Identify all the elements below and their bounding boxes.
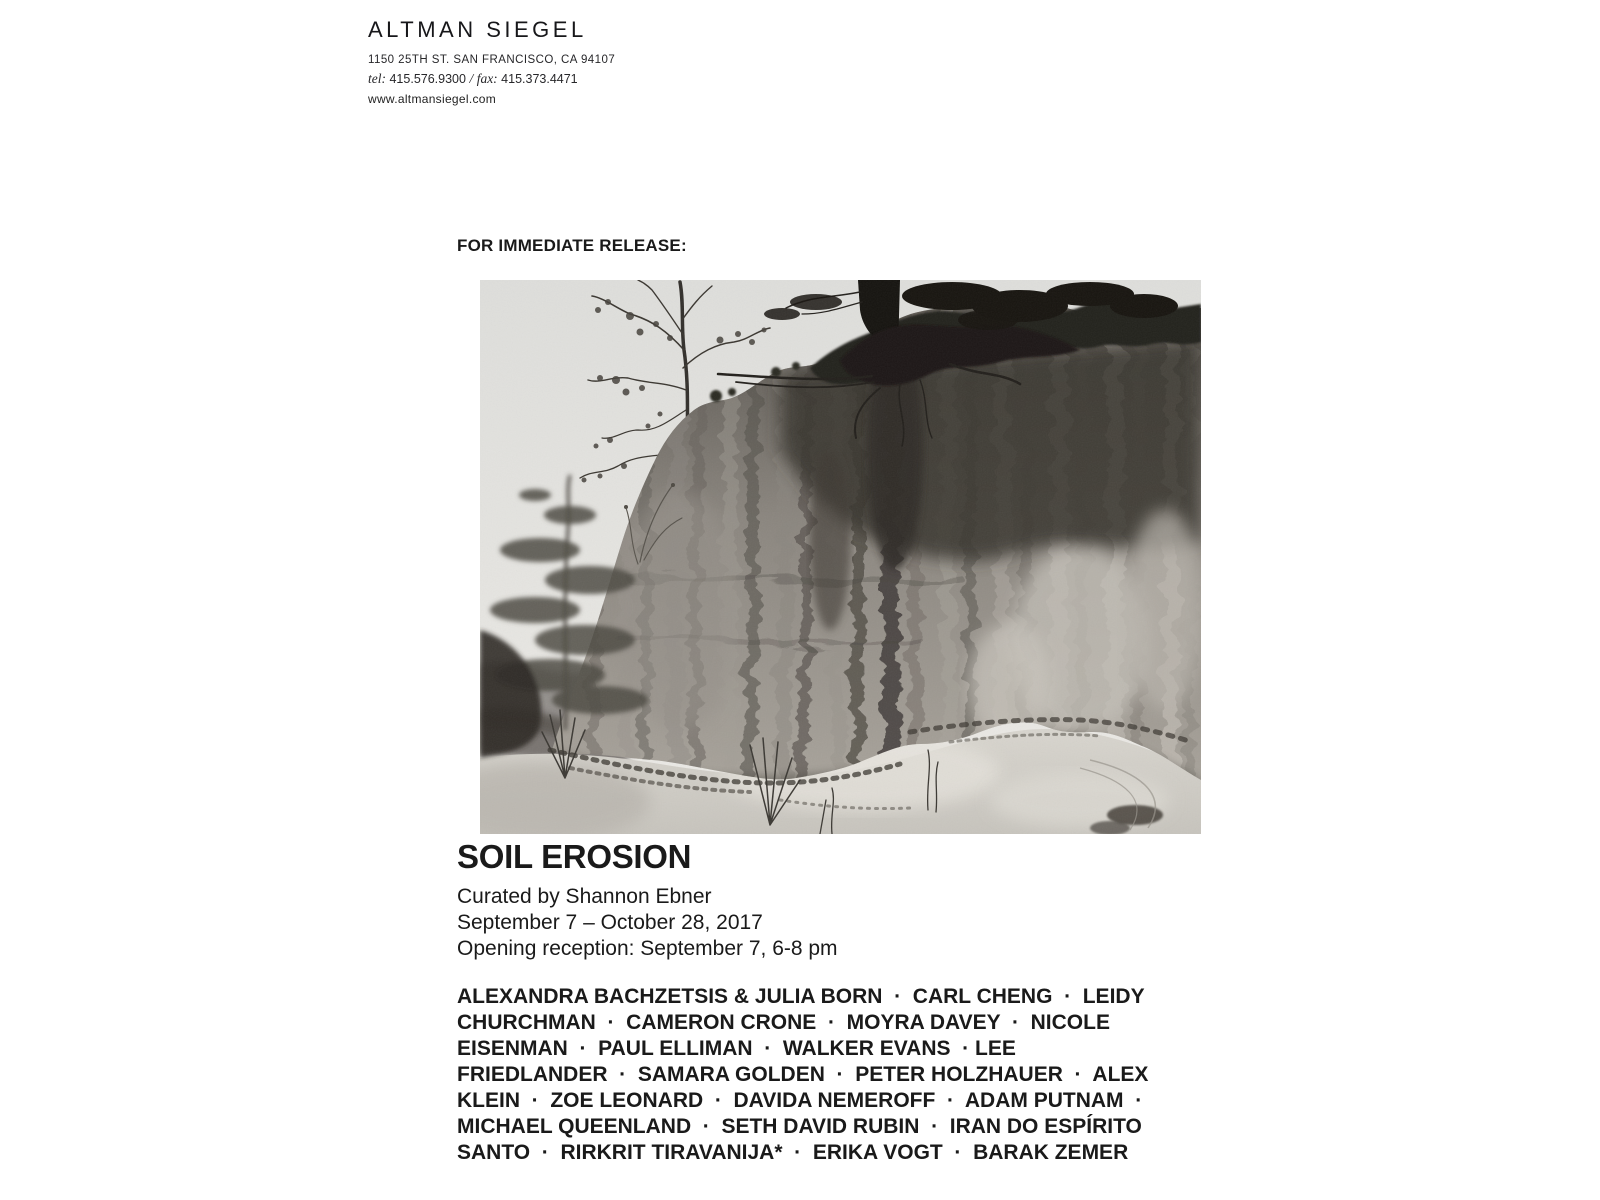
telfax-slash: / <box>469 71 474 86</box>
gallery-website: www.altmansiegel.com <box>368 92 497 106</box>
artist-list-line: CHURCHMAN · CAMERON CRONE · MOYRA DAVEY · NICOLE <box>457 1011 1110 1034</box>
artist-list <box>457 984 1148 1166</box>
curator-line: Curated by Shannon Ebner <box>457 885 712 908</box>
gallery-telfax <box>368 71 615 87</box>
tel-label: tel: <box>368 71 386 86</box>
gallery-letterhead <box>368 16 615 106</box>
dates-line: September 7 – October 28, 2017 <box>457 911 763 934</box>
fax-label: fax: <box>476 71 498 86</box>
reception-line: Opening reception: September 7, 6-8 pm <box>457 937 838 960</box>
gallery-address: 1150 25TH ST. SAN FRANCISCO, CA 94107 <box>368 54 616 66</box>
gallery-logo: ALTMAN SIEGEL <box>368 17 587 42</box>
fax-number: 415.373.4471 <box>501 72 578 86</box>
artist-list-line: MICHAEL QUEENLAND · SETH DAVID RUBIN · IRAN DO ESPÍRITO <box>457 1115 1142 1138</box>
tel-number: 415.576.9300 <box>389 72 466 86</box>
for-immediate-release-heading: FOR IMMEDIATE RELEASE: <box>457 236 687 255</box>
artist-list-line: SANTO · RIRKRIT TIRAVANIJA* · ERIKA VOGT · BARAK ZEMER <box>457 1141 1129 1164</box>
artist-list-line: KLEIN · ZOE LEONARD · DAVIDA NEMEROFF · ADAM PUTNAM · <box>457 1089 1143 1112</box>
artist-list-line: EISENMAN · PAUL ELLIMAN · WALKER EVANS · LEE <box>457 1037 1016 1060</box>
exhibition-info <box>457 839 838 962</box>
artist-list-line: ALEXANDRA BACHZETSIS & JULIA BORN · CARL CHENG · LEIDY <box>457 985 1145 1008</box>
artist-list-line: FRIEDLANDER · SAMARA GOLDEN · PETER HOLZHAUER · ALEX <box>457 1063 1149 1086</box>
exhibition-title: SOIL EROSION <box>457 838 692 875</box>
photo-grain-overlay <box>480 280 1201 834</box>
erosion-photograph <box>480 280 1201 834</box>
